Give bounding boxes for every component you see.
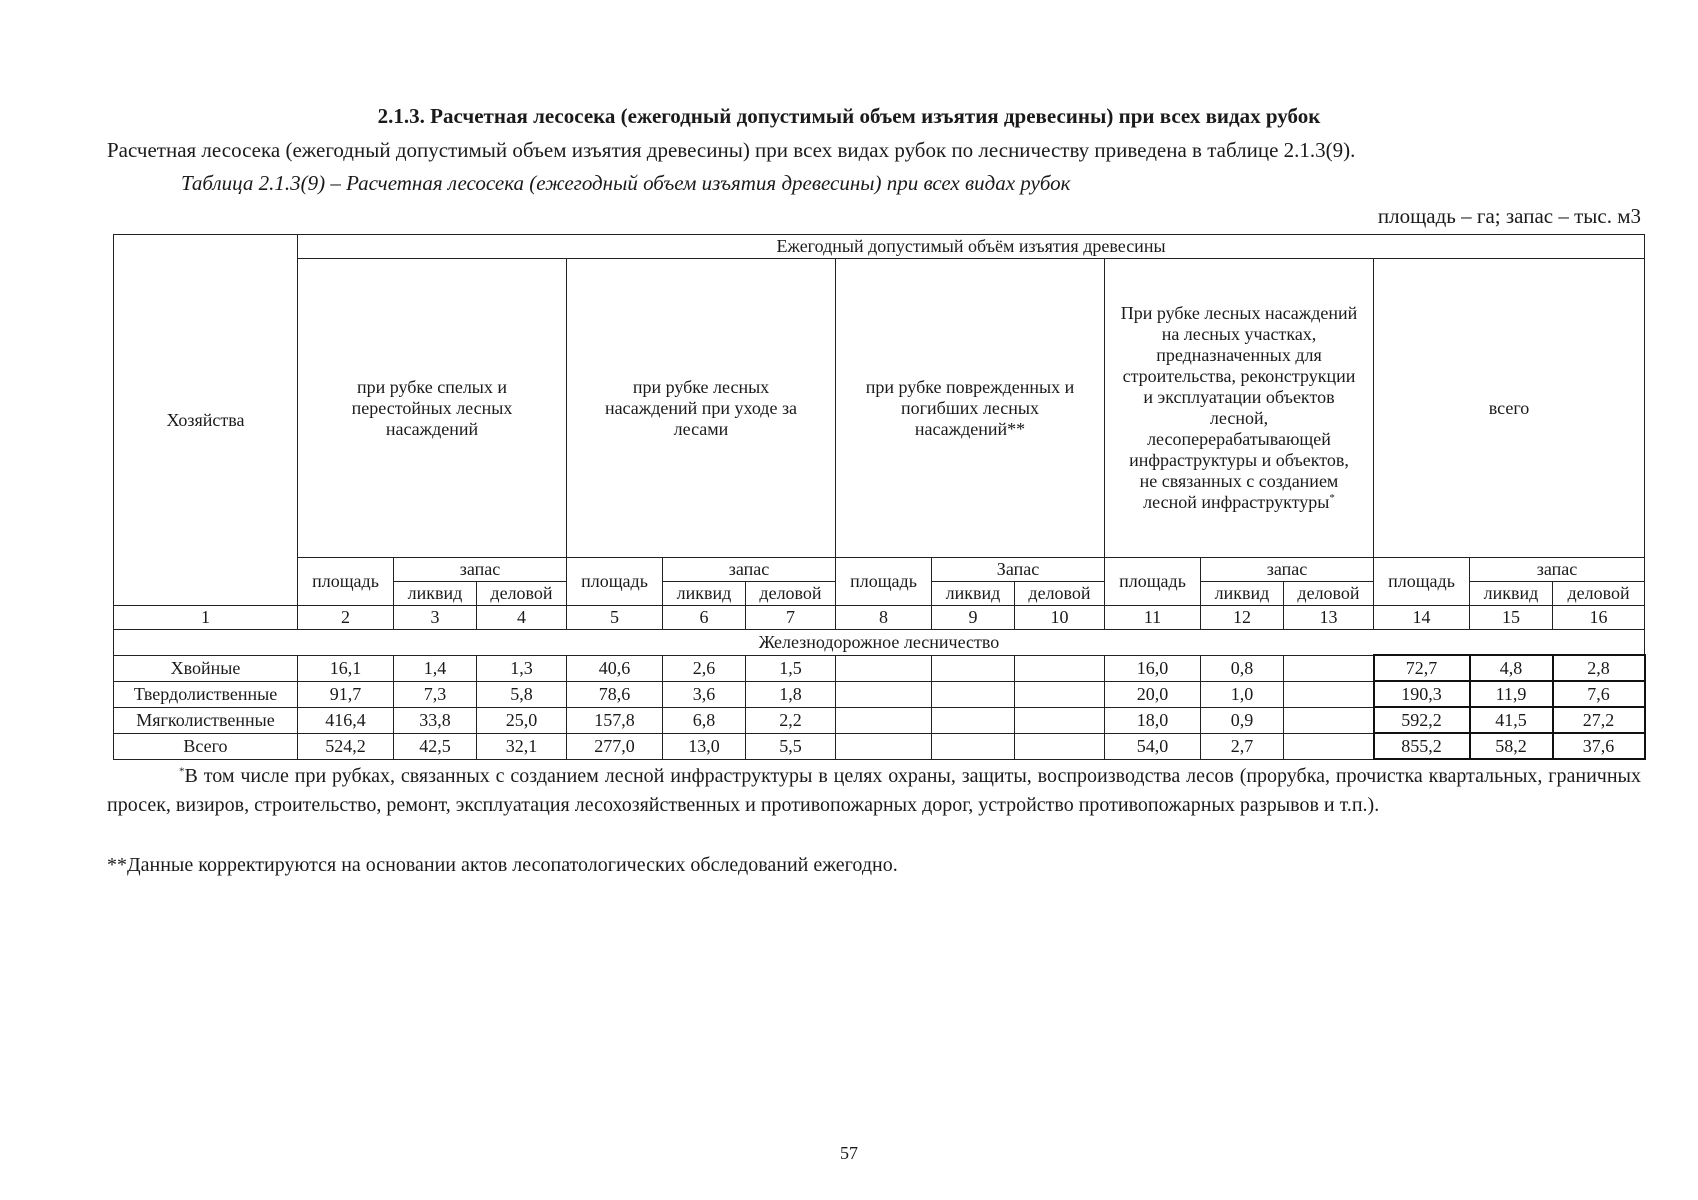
header-group-mature: при рубке спелых и перестойных лесных насаждений	[298, 259, 567, 558]
table-cell: 54,0	[1105, 733, 1201, 759]
table-row-total	[114, 733, 1645, 759]
table-cell: 33,8	[394, 707, 477, 733]
header-area: площадь	[1374, 558, 1470, 606]
column-number: 16	[1553, 606, 1645, 630]
section-row-forestry: Железнодорожное лесничество	[114, 630, 1645, 656]
header-area: площадь	[836, 558, 932, 606]
table-cell	[1015, 681, 1105, 707]
table-cell: 190,3	[1374, 681, 1470, 707]
table-cell: 4,8	[1470, 655, 1553, 681]
header-stock: запас	[394, 558, 567, 582]
table-cell	[1015, 707, 1105, 733]
table-cell: 27,2	[1553, 707, 1645, 733]
table-cell: 78,6	[567, 681, 663, 707]
column-number: 10	[1015, 606, 1105, 630]
header-stock: Запас	[932, 558, 1105, 582]
footnote-mark: *	[179, 765, 185, 778]
intro-paragraph: Расчетная лесосека (ежегодный допустимый объем изъятия древесины) при всех видах рубок по лесничеству приведена в таблице 2.1.3(9).	[107, 138, 1356, 162]
table-cell: 416,4	[298, 707, 394, 733]
header-farms: Хозяйства	[114, 235, 298, 606]
table-cell	[836, 681, 932, 707]
header-liquid: ликвид	[394, 582, 477, 606]
table-cell: 41,5	[1470, 707, 1553, 733]
table-cell: 1,3	[477, 655, 567, 681]
table-cell: 6,8	[663, 707, 746, 733]
table-cell: 91,7	[298, 681, 394, 707]
table-cell	[836, 733, 932, 759]
table-cell: 157,8	[567, 707, 663, 733]
table-cell: 7,6	[1553, 681, 1645, 707]
table-cell: 277,0	[567, 733, 663, 759]
header-area: площадь	[1105, 558, 1201, 606]
column-number: 7	[746, 606, 836, 630]
header-annual-volume: Ежегодный допустимый объём изъятия древесины	[298, 235, 1645, 259]
column-number: 14	[1374, 606, 1470, 630]
table-cell	[1015, 655, 1105, 681]
row-label: Всего	[114, 733, 298, 759]
table-cell: 2,6	[663, 655, 746, 681]
table-row	[114, 707, 1645, 733]
table-row	[114, 681, 1645, 707]
table-cell: 37,6	[1553, 733, 1645, 759]
table-cell: 3,6	[663, 681, 746, 707]
table-cell: 2,8	[1553, 655, 1645, 681]
table-cell: 592,2	[1374, 707, 1470, 733]
table-cell	[932, 733, 1015, 759]
row-label: Хвойные	[114, 655, 298, 681]
table-cell: 18,0	[1105, 707, 1201, 733]
header-area: площадь	[567, 558, 663, 606]
column-number: 9	[932, 606, 1015, 630]
column-number: 4	[477, 606, 567, 630]
table-cell: 5,5	[746, 733, 836, 759]
column-number: 8	[836, 606, 932, 630]
table-cell: 1,0	[1201, 681, 1284, 707]
table-cell: 16,0	[1105, 655, 1201, 681]
header-stock: запас	[1201, 558, 1374, 582]
column-number: 11	[1105, 606, 1201, 630]
column-number: 5	[567, 606, 663, 630]
table-cell: 0,8	[1201, 655, 1284, 681]
header-commercial: деловой	[477, 582, 567, 606]
row-label: Твердолиственные	[114, 681, 298, 707]
header-commercial: деловой	[1553, 582, 1645, 606]
column-number: 2	[298, 606, 394, 630]
table-cell	[1284, 681, 1374, 707]
table-cell: 11,9	[1470, 681, 1553, 707]
table-cell	[836, 655, 932, 681]
header-group-care: при рубке лесных насаждений при уходе за лесами	[567, 259, 836, 558]
footnote-pathology: **Данные корректируются на основании актов лесопатологических обследований ежегодно.	[107, 854, 898, 876]
table-cell: 58,2	[1470, 733, 1553, 759]
footnote-infrastructure	[107, 762, 1641, 820]
page-number: 57	[840, 1143, 858, 1163]
row-label: Мягколиственные	[114, 707, 298, 733]
table-cell: 16,1	[298, 655, 394, 681]
header-commercial: деловой	[746, 582, 836, 606]
header-liquid: ликвид	[1201, 582, 1284, 606]
table-cell	[1284, 707, 1374, 733]
footnote-text: В том числе при рубках, связанных с созданием лесной инфраструктуры в целях охраны, защиты, воспроизводства лесов (прорубка, прочистка квартальных, граничных просек, визиров, строительство, ремонт, эксплуатация лесохозяйственных и противопожарных дорог, устройство противопожарных разрывов и т.п.).	[107, 765, 1641, 816]
table-cell: 0,9	[1201, 707, 1284, 733]
header-stock: запас	[1470, 558, 1645, 582]
column-number: 13	[1284, 606, 1374, 630]
header-liquid: ликвид	[1470, 582, 1553, 606]
table-cell: 2,7	[1201, 733, 1284, 759]
header-liquid: ликвид	[663, 582, 746, 606]
section-heading: 2.1.3. Расчетная лесосека (ежегодный допустимый объем изъятия древесины) при всех видах рубок	[377, 104, 1321, 128]
table-cell: 524,2	[298, 733, 394, 759]
header-commercial: деловой	[1015, 582, 1105, 606]
table-cell	[932, 681, 1015, 707]
column-number: 6	[663, 606, 746, 630]
table-cell: 72,7	[1374, 655, 1470, 681]
table-cell: 25,0	[477, 707, 567, 733]
table-cell: 32,1	[477, 733, 567, 759]
table-caption: Таблица 2.1.3(9) – Расчетная лесосека (ежегодный объем изъятия древесины) при всех видах рубок	[181, 171, 1071, 195]
harvest-table	[113, 234, 1646, 760]
header-commercial: деловой	[1284, 582, 1374, 606]
table-cell: 42,5	[394, 733, 477, 759]
table-cell: 2,2	[746, 707, 836, 733]
table-cell	[1015, 733, 1105, 759]
table-cell: 1,5	[746, 655, 836, 681]
table-cell	[932, 707, 1015, 733]
column-number: 1	[114, 606, 298, 630]
units-note: площадь – га; запас – тыс. м3	[1377, 204, 1641, 228]
header-stock: запас	[663, 558, 836, 582]
table-cell	[1284, 733, 1374, 759]
column-number: 3	[394, 606, 477, 630]
header-liquid: ликвид	[932, 582, 1015, 606]
column-number: 15	[1470, 606, 1553, 630]
header-group-total: всего	[1374, 259, 1645, 558]
table-cell: 20,0	[1105, 681, 1201, 707]
table-row	[114, 655, 1645, 681]
table-cell: 40,6	[567, 655, 663, 681]
table-cell: 1,4	[394, 655, 477, 681]
header-group-construction: При рубке лесных насаждений на лесных участках, предназначенных для строительства, реконструкции и эксплуатации объектов лесной, лесоперерабатывающей инфраструктуры и объектов, не связанных с созданием лесной инфраструктуры*	[1105, 259, 1374, 558]
table-cell	[1284, 655, 1374, 681]
table-cell: 7,3	[394, 681, 477, 707]
table-cell	[836, 707, 932, 733]
table-cell: 13,0	[663, 733, 746, 759]
column-number: 12	[1201, 606, 1284, 630]
table-cell: 855,2	[1374, 733, 1470, 759]
table-cell: 5,8	[477, 681, 567, 707]
header-area: площадь	[298, 558, 394, 606]
table-cell: 1,8	[746, 681, 836, 707]
header-group-damaged: при рубке поврежденных и погибших лесных насаждений**	[836, 259, 1105, 558]
table-cell	[932, 655, 1015, 681]
